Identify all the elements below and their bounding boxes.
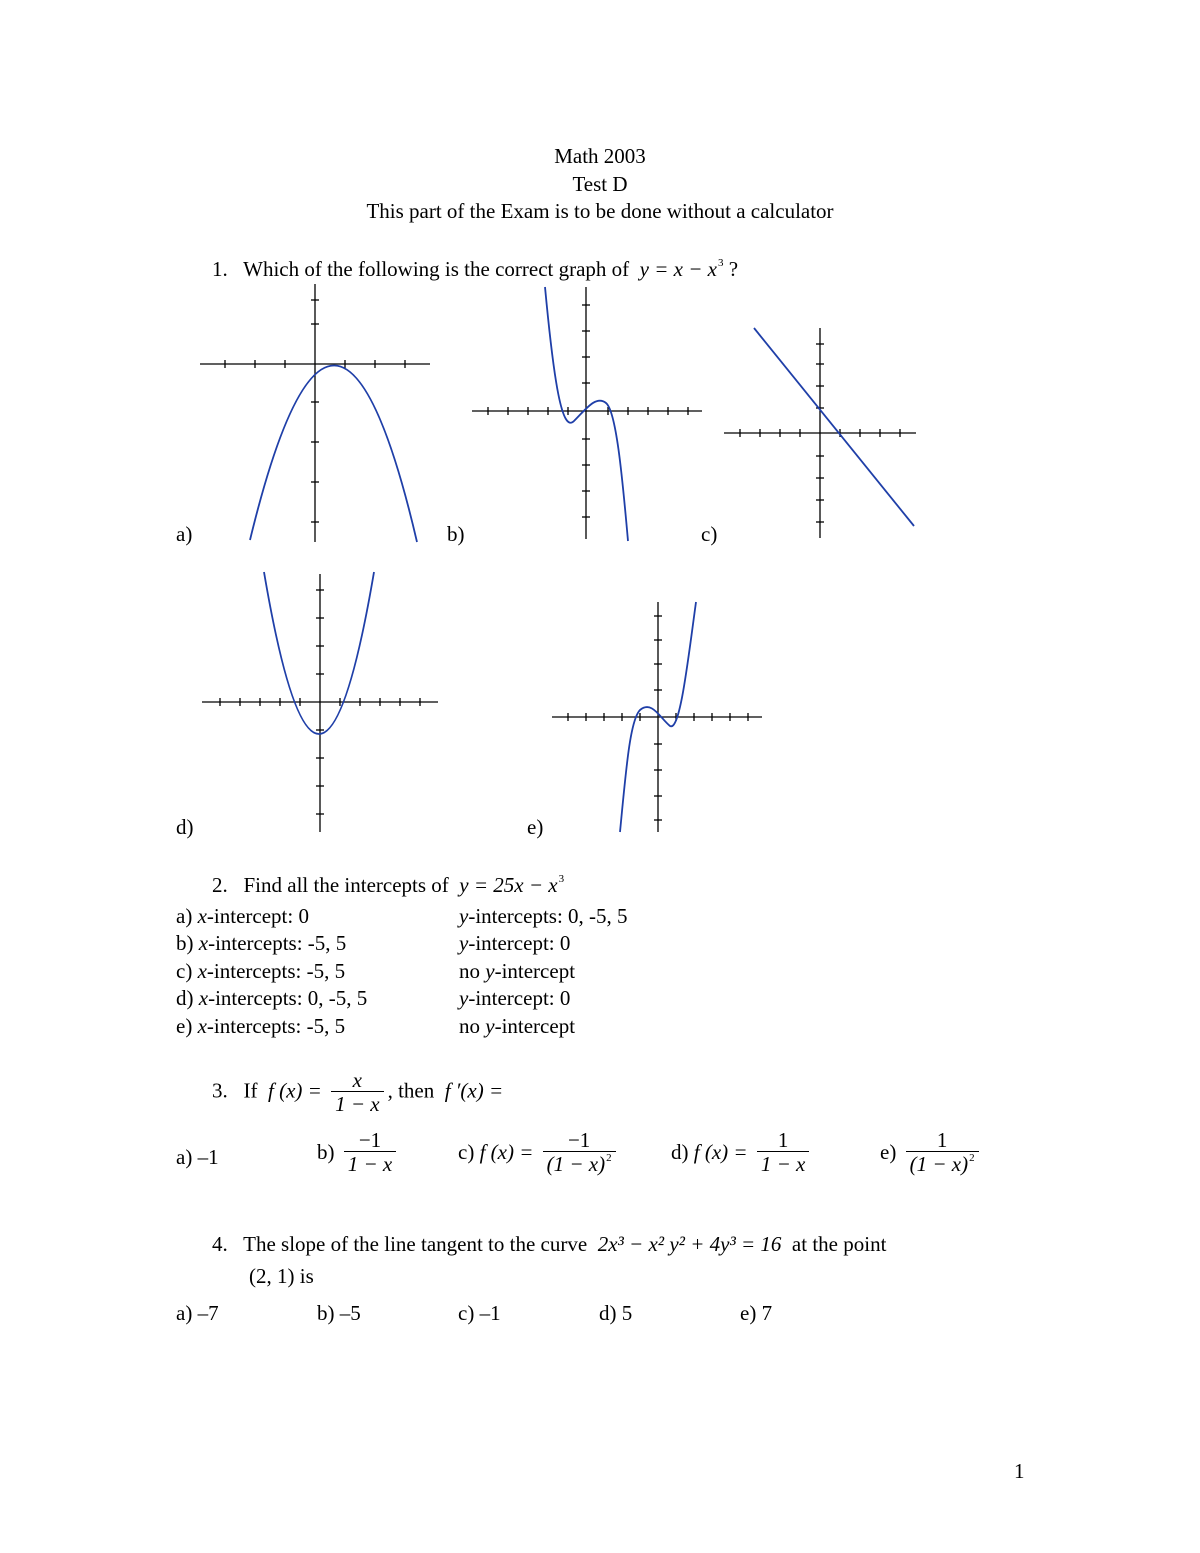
q2-option-d-y: y-intercept: 0	[459, 986, 571, 1010]
q2-option-b-x: b) x-intercepts: -5, 5	[176, 931, 347, 955]
graph-d	[198, 570, 442, 835]
graph-e	[550, 600, 766, 836]
q2-option-e-y: no y-intercept	[459, 1014, 576, 1038]
graph-a	[195, 280, 435, 545]
graph-d-label: d)	[176, 815, 194, 839]
q2-question	[212, 875, 564, 896]
q2-option-b-y: y-intercept: 0	[459, 931, 571, 955]
q1-exponent: 3	[717, 257, 724, 269]
q3-question	[212, 1070, 503, 1115]
q3-option-a: a) –1	[176, 1145, 219, 1169]
q4-equation: 2x³ − x² y² + 4y³ = 16	[597, 1232, 782, 1256]
q3-fraction: $\frac{x}{1 - x}$	[331, 1070, 384, 1115]
q4-number: 4.	[212, 1232, 228, 1256]
q4-option-a: a) –7	[176, 1301, 219, 1325]
graph-c	[722, 324, 918, 544]
q3-option-e: e) $\frac{1}{(1 - x)^2}$	[880, 1130, 983, 1175]
q2-option-c-y: no y-intercept	[459, 959, 576, 983]
graph-a-curve	[250, 365, 417, 542]
q3-number: 3.	[212, 1078, 228, 1103]
q3-if: If	[243, 1078, 258, 1103]
q4-point: (2, 1)	[249, 1264, 295, 1288]
q4-text: The slope of the line tangent to the curve	[243, 1232, 588, 1256]
q3-option-d: d) f (x) = $\frac{1}{1 - x}$	[671, 1130, 813, 1175]
q4-option-c: c) –1	[458, 1301, 501, 1325]
graph-a-label: a)	[176, 522, 193, 546]
q3-option-c: c) f (x) = $\frac{-1}{(1 - x)^2}$	[458, 1130, 620, 1175]
q1-question	[212, 259, 738, 280]
q4-option-b: b) –5	[317, 1301, 361, 1325]
graph-d-curve	[264, 572, 374, 734]
q2-option-d-x: d) x-intercepts: 0, -5, 5	[176, 986, 368, 1010]
q2-number: 2.	[212, 873, 228, 897]
q2-option-a-x: a) x-intercept: 0	[176, 904, 309, 928]
test-title: Test D	[572, 172, 628, 196]
q2-text: Find all the intercepts of	[243, 873, 449, 897]
q3-option-b: b) $\frac{-1}{1 - x}$	[317, 1130, 400, 1175]
q4-option-e: e) 7	[740, 1301, 773, 1325]
q4-is: is	[299, 1264, 314, 1288]
q3-then: , then	[387, 1078, 435, 1103]
q2-exponent: 3	[558, 873, 565, 885]
q4-option-d: d) 5	[599, 1301, 633, 1325]
graph-c-label: c)	[701, 522, 718, 546]
graph-b	[468, 283, 708, 545]
instructions: This part of the Exam is to be done without a calculator	[366, 199, 834, 223]
q1-number: 1.	[212, 257, 228, 281]
q4-point-line	[249, 1266, 314, 1287]
q4-question	[212, 1234, 886, 1255]
q2-option-a-y: y-intercepts: 0, -5, 5	[459, 904, 628, 928]
q2-option-e-x: e) x-intercepts: -5, 5	[176, 1014, 346, 1038]
graph-e-label: e)	[527, 815, 544, 839]
q1-text: Which of the following is the correct graph of	[243, 257, 630, 281]
q2-equation: y = 25x − x	[459, 873, 558, 897]
q3-fx: f (x) =	[268, 1078, 322, 1103]
page-number: 1	[1014, 1459, 1025, 1483]
q4-text-after: at the point	[791, 1232, 887, 1256]
course-title: Math 2003	[554, 144, 646, 168]
graph-b-label: b)	[447, 522, 465, 546]
q1-qmark: ?	[728, 257, 739, 281]
q1-equation: y = x − x	[639, 257, 717, 281]
q2-option-c-x: c) x-intercepts: -5, 5	[176, 959, 346, 983]
graph-c-curve	[754, 328, 914, 526]
q3-fprime: f ′(x) =	[444, 1078, 504, 1103]
